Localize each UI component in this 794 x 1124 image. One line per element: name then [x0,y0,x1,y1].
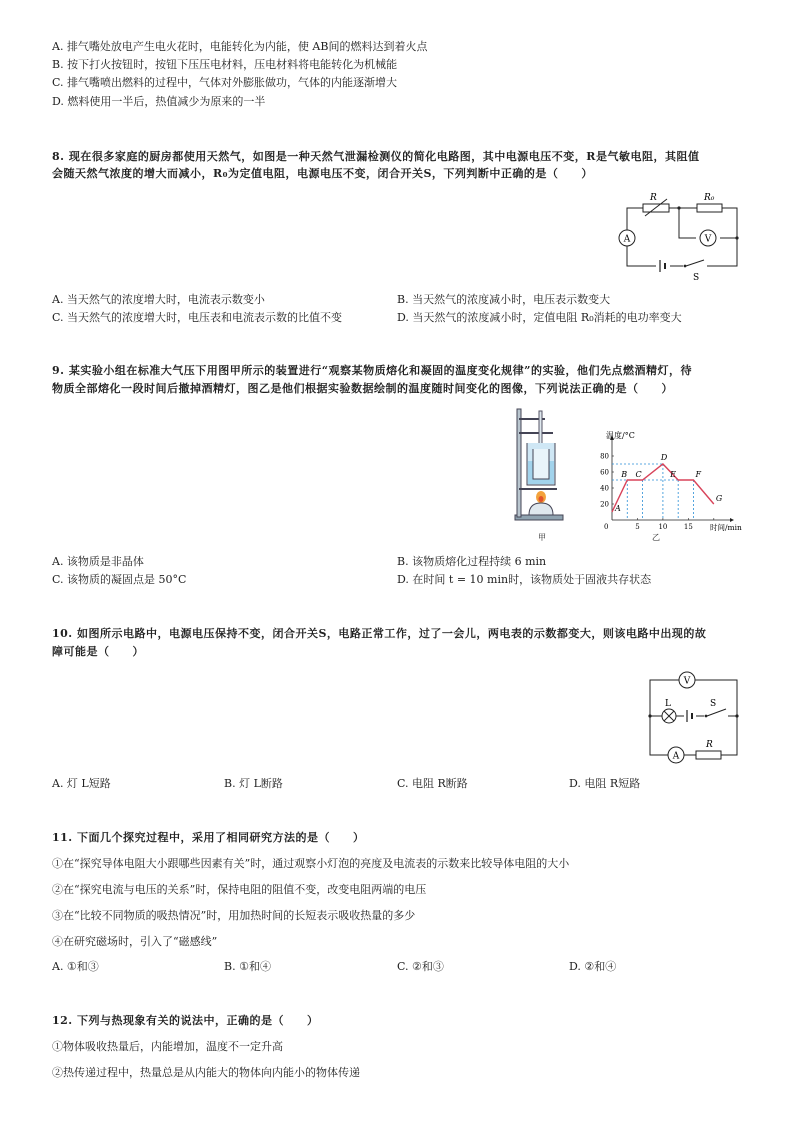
q10-circuit-diagram [640,668,740,768]
q9-stem-line1: 9. 某实验小组在标准大气压下用图甲所示的装置进行“观察某物质熔化和凝固的温度变化规律”的实验，他们先点燃酒精灯，待 [52,364,692,377]
q12-item-2: ②热传递过程中，热量总是从内能大的物体向内能小的物体传递 [52,1066,360,1079]
q11-item-1: ①在“探究导体电阻大小跟哪些因素有关”时，通过观察小灯泡的亮度及电流表的示数来比较导体电阻的大小 [52,857,570,870]
q11-item-4: ④在研究磁场时，引入了“磁感线” [52,935,218,948]
q11-stem: 11. 下面几个探究过程中，采用了相同研究方法的是（ ） [52,831,365,844]
label-s: S [693,273,700,283]
label-a: A [672,751,680,762]
q11-option-c: C. ②和③ [397,960,444,973]
q9-option-b: B. 该物质熔化过程持续 6 min [397,555,547,568]
q9-temperature-chart [590,431,742,534]
x-axis-label: 时间/min [710,523,742,532]
q9-stem-line2: 物质全部熔化一段时间后撤掉酒精灯，图乙是他们根据实验数据绘制的温度随时间变化的图像，下列说法正确的是（ ） [52,382,673,395]
q9-option-d: D. 在时间 t = 10 min时，该物质处于固液共存状态 [397,573,652,586]
x-axis-arrow [730,518,734,522]
q7-option-d: D. 燃料使用一半后，热值减少为原来的一半 [52,95,266,108]
q9-option-c: C. 该物质的凝固点是 50°C [52,573,187,586]
q10-stem-line2: 障可能是（ ） [52,645,144,658]
q10-option-c: C. 电阻 R断路 [397,777,468,790]
q10-option-d: D. 电阻 R短路 [569,777,641,790]
q10-stem-line1: 10. 如图所示电路中，电源电压保持不变，闭合开关S，电路正常工作，过了一会儿，两电表的示数都变大，则该电路中出现的故 [52,627,707,640]
q9-option-a: A. 该物质是非晶体 [52,555,144,568]
x-tick-label: 10 [658,523,668,531]
resistor-r [696,751,721,759]
y-tick-label: 60 [600,468,609,477]
label-l: L [665,699,671,709]
q8-option-a: A. 当天然气的浓度增大时，电流表示数变小 [52,293,265,306]
q11-option-b: B. ①和④ [224,960,271,973]
q7-option-c: C. 排气嘴喷出燃料的过程中，气体对外膨胀做功，气体的内能逐渐增大 [52,76,398,89]
label-r: R [706,740,713,750]
q8-option-b: B. 当天然气的浓度减小时，电压表示数变大 [397,293,611,306]
origin-label: 0 [604,523,609,531]
y-tick-label: 20 [600,500,609,509]
point-label-d: D [660,453,668,462]
x-tick-label: 15 [683,523,693,531]
q10-option-a: A. 灯 L短路 [52,777,111,790]
y-axis-label: 温度/°C [606,431,635,440]
q11-option-a: A. ①和③ [52,960,99,973]
q8-option-d: D. 当天然气的浓度减小时，定值电阻 R₀消耗的电功率变大 [397,311,682,324]
q7-option-b: B. 按下打火按钮时，按钮下压压电材料，压电材料将电能转化为机械能 [52,58,398,71]
caption-yi: 乙 [652,533,660,542]
label-s: S [710,699,717,709]
q11-item-2: ②在“探究电流与电压的关系”时，保持电阻的阻值不变，改变电阻两端的电压 [52,883,427,896]
q11-option-d: D. ②和④ [569,960,617,973]
q10-option-b: B. 灯 L断路 [224,777,283,790]
q12-item-1: ①物体吸收热量后，内能增加，温度不一定升高 [52,1040,283,1053]
point-label-b: B [621,470,628,479]
q8-stem-line2: 会随天然气浓度的增大而减小，R₀为定值电阻，电源电压不变，闭合开关S，下列判断中正确的是（ ） [52,167,593,180]
q12-stem: 12. 下列与热现象有关的说法中，正确的是（ ） [52,1014,319,1027]
point-label-a: A [615,504,621,513]
y-tick-label: 80 [600,452,609,461]
point-label-g: G [715,494,723,503]
label-a: A [623,234,631,245]
q11-item-3: ③在“比较不同物质的吸热情况”时，用加热时间的长短表示吸收热量的多少 [52,909,416,922]
point-label-e: E [670,470,677,479]
y-tick-label: 40 [600,484,609,493]
label-r0: R₀ [704,193,715,203]
label-r: R [650,193,657,203]
label-v: V [704,234,712,245]
point-label-c: C [635,470,642,479]
caption-jia: 甲 [538,533,546,542]
x-tick-label: 5 [635,523,640,531]
q8-circuit-diagram [612,190,744,282]
fixed-resistor-r0 [697,204,722,212]
q8-option-c: C. 当天然气的浓度增大时，电压表和电流表示数的比值不变 [52,311,343,324]
q7-option-a: A. 排气嘴处放电产生电火花时，电能转化为内能，使 AB间的燃料达到着火点 [52,40,428,53]
q8-stem-line1: 8. 现在很多家庭的厨房都使用天然气，如图是一种天然气泄漏检测仪的简化电路图，其中电源电压不变，R是气敏电阻，其阻值 [52,150,700,163]
q9-apparatus-figure [505,405,577,529]
point-label-f: F [695,470,702,479]
label-v: V [683,676,691,687]
